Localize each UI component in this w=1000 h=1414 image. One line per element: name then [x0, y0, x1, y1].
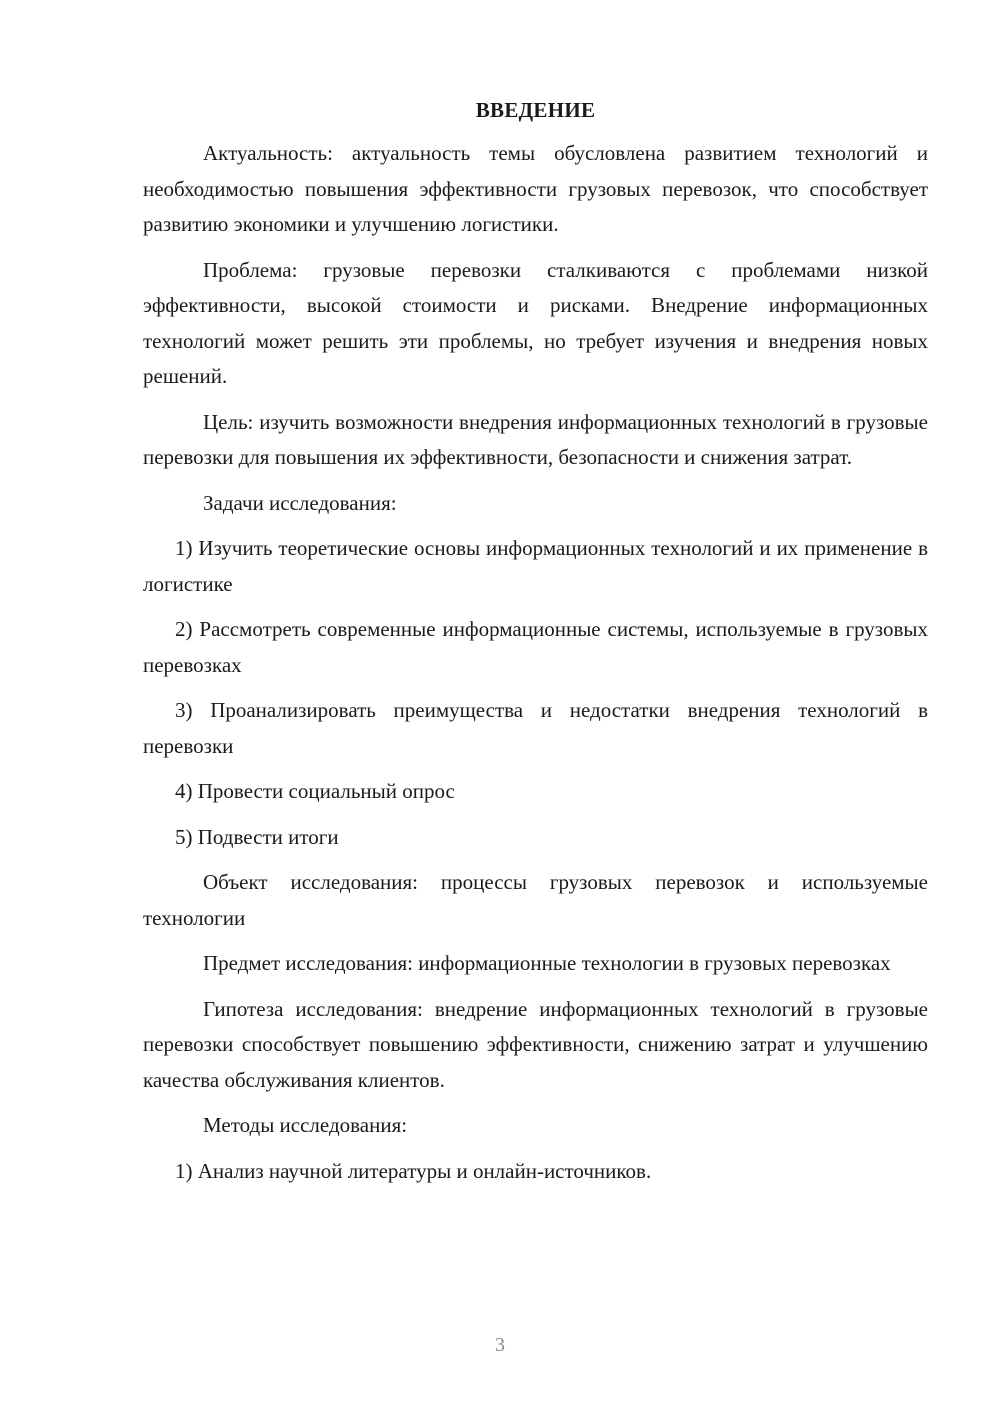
task-item-1: 1) Изучить теоретические основы информационных технологий и их применение в логистике — [143, 536, 928, 596]
task-item-2: 2) Рассмотреть современные информационные системы, используемые в грузовых перевозках — [143, 617, 928, 677]
tasks-heading: Задачи исследования: — [203, 490, 397, 515]
problem-paragraph: Проблема: грузовые перевозки сталкиваются с проблемами низкой эффективности, высокой стоимости и рисками. Внедрение информационных технологий может решить эти проблемы, но требует изучения и внедрения новых решений. — [143, 257, 928, 388]
method-item-1: 1) Анализ научной литературы и онлайн-источников. — [175, 1158, 652, 1183]
page-number: 3 — [495, 1334, 505, 1356]
object-paragraph: Объект исследования: процессы грузовых перевозок и используемые технологии — [143, 870, 928, 930]
methods-heading: Методы исследования: — [203, 1113, 408, 1137]
goal-paragraph: Цель: изучить возможности внедрения информационных технологий в грузовые перевозки для повышения их эффективности, безопасности и снижения затрат. — [143, 409, 928, 469]
subject-paragraph: Предмет исследования: информационные технологии в грузовых перевозках — [203, 951, 891, 975]
task-item-3: 3) Проанализировать преимущества и недостатки внедрения технологий в перевозки — [143, 698, 928, 758]
hypothesis-paragraph: Гипотеза исследования: внедрение информационных технологий в грузовые перевозки способствует повышению эффективности, снижению затрат и улучшению качества обслуживания клиентов. — [143, 996, 928, 1092]
page-title: ВВЕДЕНИЕ — [475, 98, 596, 122]
task-item-5: 5) Подвести итоги — [175, 824, 339, 849]
task-item-4: 4) Провести социальный опрос — [175, 779, 455, 803]
relevance-paragraph: Актуальность: актуальность темы обусловлена развитием технологий и необходимостью повышения эффективности грузовых перевозок, что способствует развитию экономики и улучшению логистики. — [143, 141, 928, 236]
page-content — [143, 96, 928, 1199]
